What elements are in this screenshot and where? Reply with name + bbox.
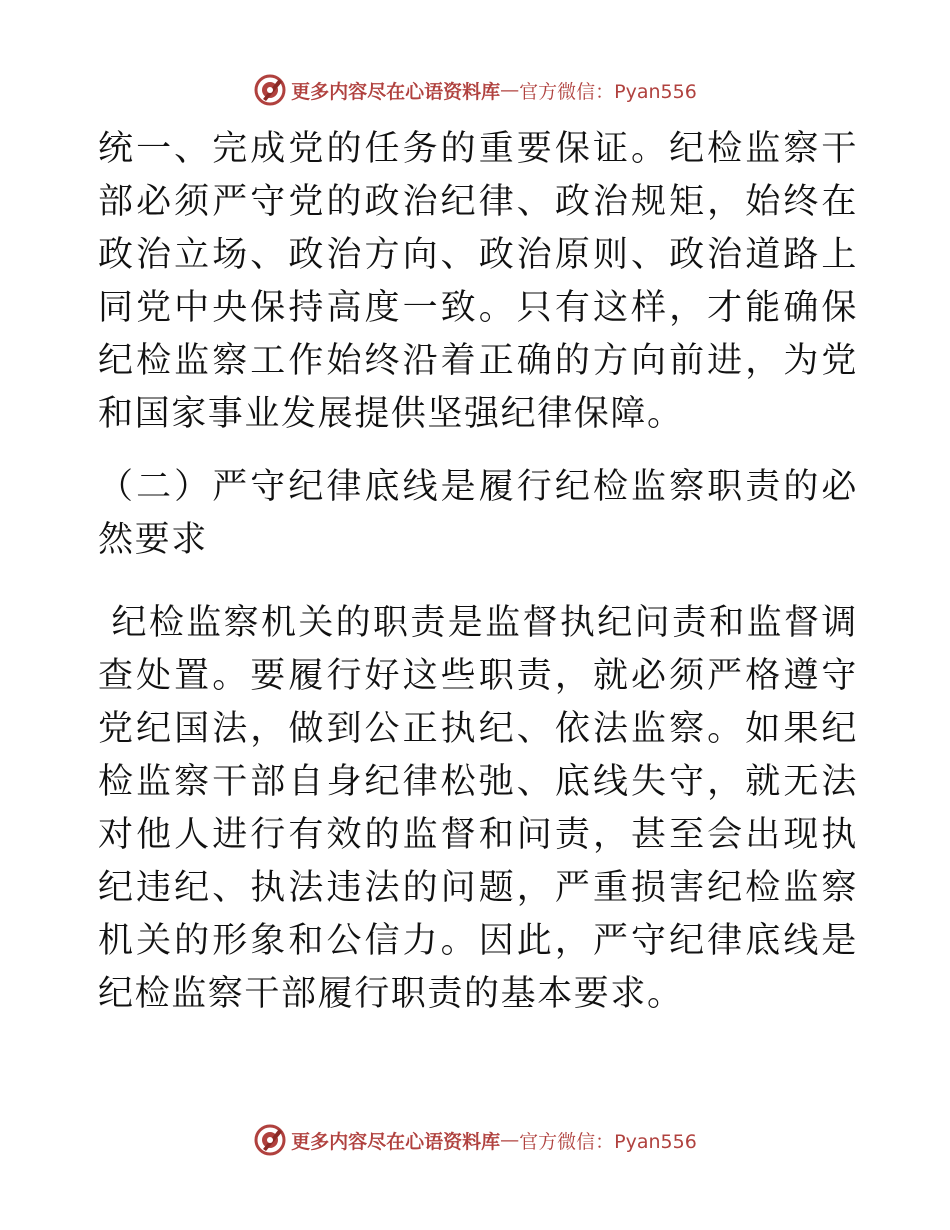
paragraph: 纪检监察机关的职责是监督执纪问责和监督调查处置。要履行好这些职责，就必须严格遵守党纪国法，做到公正执纪、依法监察。如果纪检监察干部自身纪律松弛、底线失守，就无法对他人进行有效的监督和问责，甚至会出现执纪违纪、执法违法的问题，严重损害纪检监察机关的形象和公信力。因此，严守纪律底线是纪检监察干部履行职责的基本要求。 bbox=[98, 603, 858, 1014]
quill-logo-icon bbox=[253, 73, 287, 107]
section-heading: （二）严守纪律底线是履行纪检监察职责的必然要求 bbox=[98, 467, 858, 560]
banner-separator: — bbox=[500, 1129, 520, 1151]
banner-separator: — bbox=[500, 79, 520, 101]
banner-brand-text: 更多内容尽在心语资料库 bbox=[291, 1130, 501, 1153]
document-body bbox=[98, 123, 858, 1021]
banner-wechat-text: 官方微信：Pyan556 bbox=[519, 1130, 697, 1153]
paragraph: 统一、完成党的任务的重要保证。纪检监察干部必须严守党的政治纪律、政治规矩，始终在政治立场、政治方向、政治原则、政治道路上同党中央保持高度一致。只有这样，才能确保纪检监察工作始终沿着正确的方向前进，为党和国家事业发展提供坚强纪律保障。 bbox=[98, 129, 858, 434]
banner-wechat-text: 官方微信：Pyan556 bbox=[519, 80, 697, 103]
quill-logo-icon bbox=[253, 1123, 287, 1157]
header-banner bbox=[0, 70, 950, 110]
banner-brand-text: 更多内容尽在心语资料库 bbox=[291, 80, 501, 103]
footer-banner bbox=[0, 1120, 950, 1160]
